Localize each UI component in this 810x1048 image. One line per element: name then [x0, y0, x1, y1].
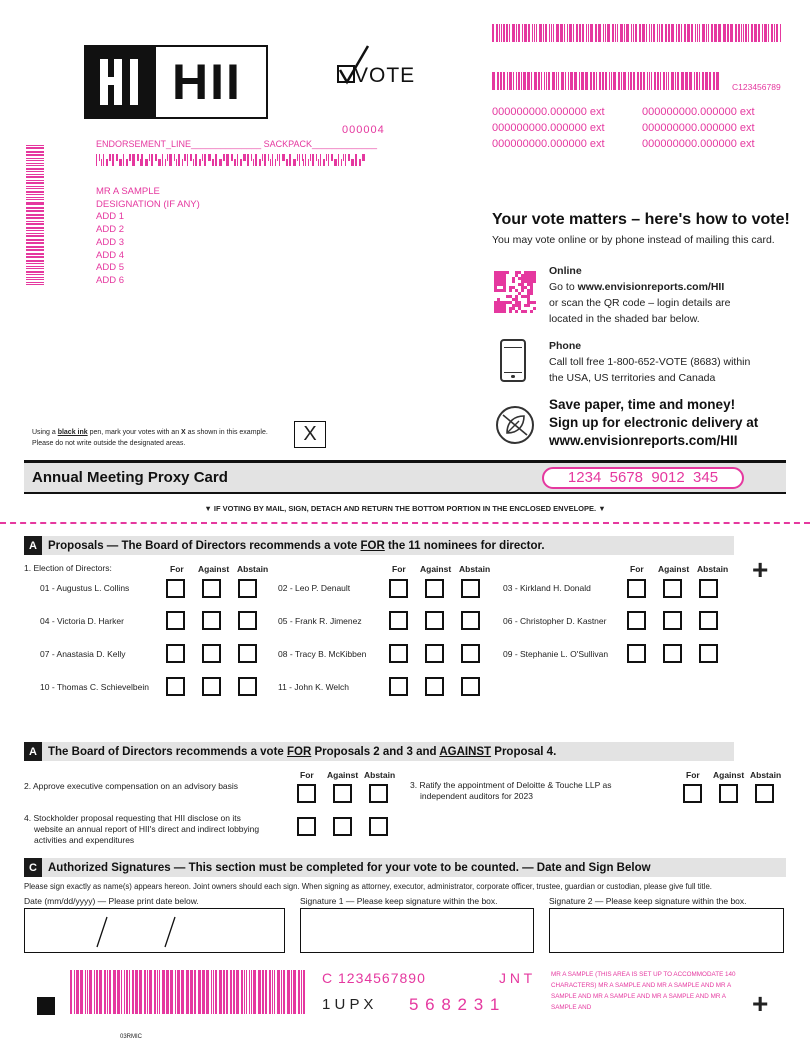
- nominee-03-against-checkbox[interactable]: [663, 579, 682, 598]
- paperless-section: Save paper, time and money! Sign up for electronic delivery at www.envisionreports.com/HII: [549, 397, 759, 448]
- company-logo: [84, 45, 268, 119]
- proposal-3-label: 3. Ratify the appointment of Deloitte & Touche LLP as independent auditors for 2023: [410, 780, 612, 801]
- vote-subheading: You may vote online or by phone instead of mailing this card.: [492, 234, 775, 246]
- signature-instructions: Please sign exactly as name(s) appears hereon. Joint owners should each sign. When signing as attorney, executor, administrator, corporate officer, trustee, guardian or custodian, please give full title.: [24, 882, 712, 891]
- form-code: 03RMIC: [120, 1034, 143, 1040]
- nominee-label: 06 - Christopher D. Kastner: [503, 616, 607, 626]
- online-section: Online Go to www.envisionreports.com/HII or scan the QR code – login details are located in the shaded bar below.: [549, 265, 731, 325]
- plus-mark: +: [752, 554, 769, 585]
- nominee-04-for-checkbox[interactable]: [166, 611, 185, 630]
- proxy-card-title: Annual Meeting Proxy Card: [32, 469, 228, 486]
- nominee-08-against-checkbox[interactable]: [425, 644, 444, 663]
- nominee-06-abstain-checkbox[interactable]: [699, 611, 718, 630]
- proposal-4-abstain-checkbox[interactable]: [369, 817, 388, 836]
- control-number: 1234 5678 9012 345: [542, 467, 744, 489]
- footer-plus-mark: +: [752, 988, 769, 1019]
- nominee-label: 03 - Kirkland H. Donald: [503, 583, 591, 593]
- date-slashes: [25, 909, 286, 954]
- black-square-mark: [37, 997, 55, 1015]
- nominee-03-abstain-checkbox[interactable]: [699, 579, 718, 598]
- phone-icon: [500, 339, 526, 382]
- endorsement-line: ENDORSEMENT_LINE______________ SACKPACK_____________: [96, 139, 378, 149]
- nominee-04-against-checkbox[interactable]: [202, 611, 221, 630]
- detach-instruction: ▼ IF VOTING BY MAIL, SIGN, DETACH AND RETURN THE BOTTOM PORTION IN THE ENCLOSED ENVELOPE. ▼: [204, 504, 606, 513]
- example-mark-box: X: [294, 421, 326, 448]
- nominee-06-for-checkbox[interactable]: [627, 611, 646, 630]
- vote-logo: VOTE: [336, 44, 416, 94]
- nominee-09-abstain-checkbox[interactable]: [699, 644, 718, 663]
- footer-code-1: C 1234567890: [322, 970, 426, 986]
- proposal-4-label: 4. Stockholder proposal requesting that HII disclose on its website an annual report of HII's direct and indirect lobbying activities and expenditures: [24, 813, 260, 845]
- vote-heading: Your vote matters – here's how to vote!: [492, 211, 790, 228]
- account-id: C123456789: [732, 82, 781, 92]
- footer-note: MR A SAMPLE (THIS AREA IS SET UP TO ACCOMMODATE 140 CHARACTERS) MR A SAMPLE AND MR A SAMPLE AND MR A SAMPLE AND MR A SAMPLE AND MR A SAMPLE AND MR A SAMPLE AND: [551, 971, 736, 1011]
- nominee-label: 11 - John K. Welch: [278, 682, 350, 692]
- nominee-label: 07 - Anastasia D. Kelly: [40, 649, 126, 659]
- footer-jnt: J N T: [499, 970, 533, 986]
- section-c-header: C Authorized Signatures — This section must be completed for your vote to be counted. — Date and Sign Below: [24, 858, 786, 877]
- logo-text: HII: [172, 54, 242, 110]
- nominee-label: 05 - Frank R. Jimenez: [278, 616, 362, 626]
- footer-number: 5 6 8 2 3 1: [409, 995, 501, 1014]
- nominee-label: 08 - Tracy B. McKibben: [278, 649, 367, 659]
- proposal-3-abstain-checkbox[interactable]: [755, 784, 774, 803]
- nominee-04-abstain-checkbox[interactable]: [238, 611, 257, 630]
- top-barcode: [492, 24, 782, 42]
- detach-line: [0, 522, 810, 524]
- nominee-08-abstain-checkbox[interactable]: [461, 644, 480, 663]
- mailing-address: MR A SAMPLE DESIGNATION (IF ANY) ADD 1 ADD 2 ADD 3 ADD 4 ADD 5 ADD 6: [96, 186, 200, 286]
- nominee-08-for-checkbox[interactable]: [389, 644, 408, 663]
- nominee-01-for-checkbox[interactable]: [166, 579, 185, 598]
- signature-1-label: Signature 1 — Please keep signature within the box.: [300, 896, 498, 906]
- paperless-url-link[interactable]: www.envisionreports.com/HII: [549, 433, 738, 448]
- ext-grid: 000000000.000000 ext 000000000.000000 ext 000000000.000000 ext 000000000.000000 ext 000000000.000000 ext 000000000.000000 ext: [492, 106, 755, 150]
- nominee-11-against-checkbox[interactable]: [425, 677, 444, 696]
- date-field[interactable]: [24, 908, 285, 953]
- nominee-label: 10 - Thomas C. Schievelbein: [40, 682, 149, 692]
- nominee-02-abstain-checkbox[interactable]: [461, 579, 480, 598]
- nominee-06-against-checkbox[interactable]: [663, 611, 682, 630]
- proposal-4-for-checkbox[interactable]: [297, 817, 316, 836]
- qr-code-icon: [494, 271, 536, 313]
- proposal-2-label: 2. Approve executive compensation on an advisory basis: [24, 781, 239, 791]
- nominee-03-for-checkbox[interactable]: [627, 579, 646, 598]
- nominee-09-against-checkbox[interactable]: [663, 644, 682, 663]
- signature-2-field[interactable]: [549, 908, 784, 953]
- footer-code-2: 1 U P X: [322, 996, 374, 1013]
- nominee-05-abstain-checkbox[interactable]: [461, 611, 480, 630]
- proxy-card-bar: [24, 460, 786, 494]
- footer-barcode: [70, 970, 310, 1014]
- nominee-11-abstain-checkbox[interactable]: [461, 677, 480, 696]
- online-url-link[interactable]: www.envisionreports.com/HII: [577, 281, 725, 293]
- nominee-10-abstain-checkbox[interactable]: [238, 677, 257, 696]
- nominee-07-for-checkbox[interactable]: [166, 644, 185, 663]
- marking-instructions: Using a black ink pen, mark your votes with an X as shown in this example. Please do not write outside the designated areas.: [32, 429, 268, 447]
- nominee-07-abstain-checkbox[interactable]: [238, 644, 257, 663]
- account-barcode: [492, 72, 720, 90]
- nominee-07-against-checkbox[interactable]: [202, 644, 221, 663]
- postal-barcode: [96, 154, 366, 166]
- nominee-label: 01 - Augustus L. Collins: [40, 583, 130, 593]
- sequence-number: 000004: [342, 124, 385, 136]
- proposal-4-against-checkbox[interactable]: [333, 817, 352, 836]
- signature-1-field[interactable]: [300, 908, 534, 953]
- proposal-2-abstain-checkbox[interactable]: [369, 784, 388, 803]
- proposal-2-against-checkbox[interactable]: [333, 784, 352, 803]
- date-label: Date (mm/dd/yyyy) — Please print date below.: [24, 896, 199, 906]
- nominee-02-for-checkbox[interactable]: [389, 579, 408, 598]
- phone-section: Phone Call toll free 1-800-652-VOTE (8683) within the USA, US territories and Canada: [549, 340, 751, 384]
- leaf-icon: [495, 405, 535, 445]
- nominee-01-against-checkbox[interactable]: [202, 579, 221, 598]
- election-label: 1. Election of Directors:: [24, 563, 112, 573]
- nominee-02-against-checkbox[interactable]: [425, 579, 444, 598]
- nominee-label: 09 - Stephanie L. O'Sullivan: [503, 649, 609, 659]
- nominee-01-abstain-checkbox[interactable]: [238, 579, 257, 598]
- nominee-label: 04 - Victoria D. Harker: [40, 616, 124, 626]
- proposal-2-for-checkbox[interactable]: [297, 784, 316, 803]
- proposal-3-for-checkbox[interactable]: [683, 784, 702, 803]
- nominee-05-against-checkbox[interactable]: [425, 611, 444, 630]
- nominee-label: 02 - Leo P. Denault: [278, 583, 351, 593]
- signature-2-label: Signature 2 — Please keep signature within the box.: [549, 896, 747, 906]
- nominee-10-against-checkbox[interactable]: [202, 677, 221, 696]
- section-a2-header: A The Board of Directors recommends a vote FOR Proposals 2 and 3 and AGAINST Proposal 4.: [24, 742, 734, 761]
- nominee-05-for-checkbox[interactable]: [389, 611, 408, 630]
- section-a-header: A Proposals — The Board of Directors recommends a vote FOR the 11 nominees for director.: [24, 536, 734, 555]
- side-barcode: [26, 145, 44, 287]
- nominee-09-for-checkbox[interactable]: [627, 644, 646, 663]
- logo-mark: [86, 47, 156, 117]
- nominee-10-for-checkbox[interactable]: [166, 677, 185, 696]
- proposal-3-against-checkbox[interactable]: [719, 784, 738, 803]
- nominee-11-for-checkbox[interactable]: [389, 677, 408, 696]
